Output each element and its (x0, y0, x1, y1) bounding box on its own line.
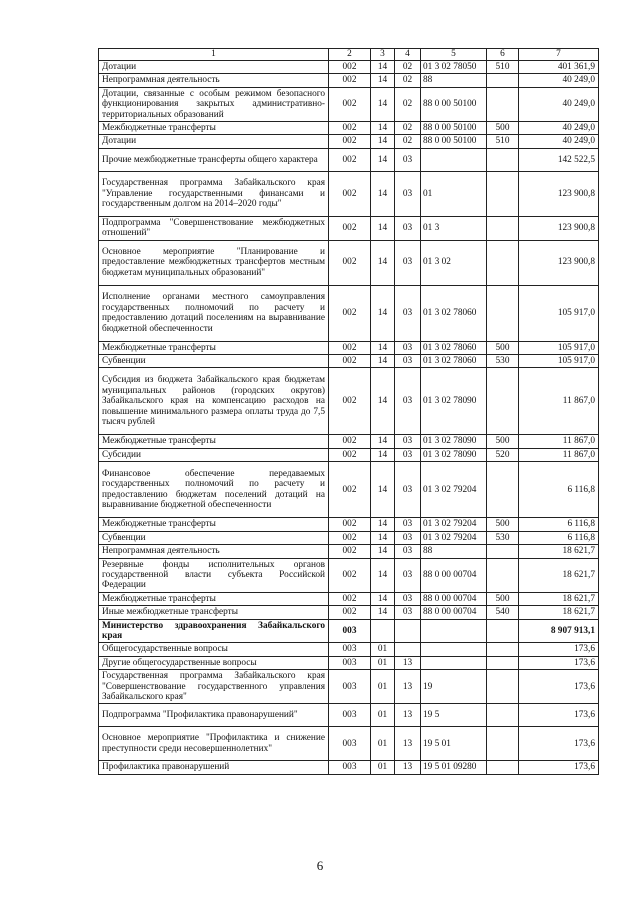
table-row (99, 643, 599, 656)
amount-cell: 18 621,7 (519, 558, 599, 592)
admin-code-cell: 002 (329, 216, 371, 240)
subsection-cell: 03 (395, 355, 421, 368)
table-row (99, 761, 599, 774)
row-name-cell: Дотации (99, 61, 329, 74)
subsection-cell: 02 (395, 87, 421, 121)
amount-cell: 105 917,0 (519, 355, 599, 368)
amount-cell: 18 621,7 (519, 545, 599, 558)
expense-type-cell (487, 148, 519, 171)
section-cell: 14 (371, 606, 395, 619)
table-row (99, 216, 599, 240)
subsection-cell: 03 (395, 606, 421, 619)
expense-type-cell (487, 216, 519, 240)
section-cell: 14 (371, 518, 395, 531)
row-name-cell: Непрограммная деятельность (99, 545, 329, 558)
target-article-cell: 01 3 02 78060 (421, 355, 487, 368)
section-cell: 01 (371, 704, 395, 727)
target-article-cell: 01 3 02 78090 (421, 368, 487, 435)
section-cell: 14 (371, 135, 395, 148)
row-name-cell: Прочие межбюджетные трансферты общего характера (99, 148, 329, 171)
section-cell: 01 (371, 670, 395, 704)
column-header: 7 (519, 49, 599, 61)
expense-type-cell (487, 670, 519, 704)
column-header: 1 (99, 49, 329, 61)
page-number: 6 (316, 858, 324, 873)
table-row (99, 545, 599, 558)
expense-type-cell: 540 (487, 606, 519, 619)
expense-type-cell (487, 462, 519, 518)
amount-cell: 11 867,0 (519, 368, 599, 435)
expense-type-cell (487, 368, 519, 435)
subsection-cell: 13 (395, 704, 421, 727)
subsection-cell: 02 (395, 135, 421, 148)
table-row (99, 656, 599, 669)
row-name-cell: Министерство здравоохранения Забайкальского края (99, 619, 329, 643)
subsection-cell: 02 (395, 74, 421, 87)
target-article-cell: 01 3 02 79204 (421, 462, 487, 518)
target-article-cell: 88 0 00 50100 (421, 122, 487, 135)
amount-cell: 6 116,8 (519, 462, 599, 518)
admin-code-cell: 002 (329, 135, 371, 148)
section-cell: 14 (371, 87, 395, 121)
row-name-cell: Непрограммная деятельность (99, 74, 329, 87)
table-row (99, 531, 599, 544)
row-name-cell: Субсидии (99, 448, 329, 461)
amount-cell: 40 249,0 (519, 135, 599, 148)
target-article-cell: 01 3 02 78090 (421, 448, 487, 461)
admin-code-cell: 002 (329, 122, 371, 135)
target-article-cell: 01 3 02 79204 (421, 531, 487, 544)
row-name-cell: Финансовое обеспечение передаваемых государственных полномочий по расчету и предоставлению бюджетам поселений дотаций на выравнивание бюджетной обеспеченности (99, 462, 329, 518)
admin-code-cell: 003 (329, 704, 371, 727)
target-article-cell (421, 643, 487, 656)
amount-cell: 173,6 (519, 704, 599, 727)
amount-cell: 11 867,0 (519, 435, 599, 448)
target-article-cell: 01 (421, 171, 487, 216)
row-name-cell: Исполнение органами местного самоуправления государственных полномочий по расчету и предоставлению дотаций поселениям на выравнивание бюджетной обеспеченности (99, 285, 329, 341)
table-row (99, 435, 599, 448)
target-article-cell: 19 (421, 670, 487, 704)
expense-type-cell: 510 (487, 135, 519, 148)
admin-code-cell: 002 (329, 462, 371, 518)
subsection-cell: 03 (395, 285, 421, 341)
amount-cell: 18 621,7 (519, 592, 599, 605)
amount-cell: 173,6 (519, 643, 599, 656)
subsection-cell: 03 (395, 368, 421, 435)
section-cell: 14 (371, 216, 395, 240)
row-name-cell: Дотации, связанные с особым режимом безопасного функционирования закрытых административно-территориальных образований (99, 87, 329, 121)
admin-code-cell: 002 (329, 592, 371, 605)
amount-cell: 40 249,0 (519, 87, 599, 121)
table-row (99, 240, 599, 285)
section-cell: 14 (371, 341, 395, 354)
target-article-cell: 01 3 02 78060 (421, 285, 487, 341)
target-article-cell: 88 0 00 50100 (421, 135, 487, 148)
table-row (99, 87, 599, 121)
expense-type-cell (487, 727, 519, 761)
section-cell: 14 (371, 122, 395, 135)
table-row (99, 448, 599, 461)
amount-cell: 105 917,0 (519, 341, 599, 354)
table-row (99, 122, 599, 135)
row-name-cell: Основное мероприятие "Профилактика и снижение преступности среди несовершеннолетних" (99, 727, 329, 761)
amount-cell: 105 917,0 (519, 285, 599, 341)
subsection-cell: 03 (395, 171, 421, 216)
target-article-cell: 88 (421, 74, 487, 87)
target-article-cell (421, 656, 487, 669)
table-row (99, 74, 599, 87)
expense-type-cell: 510 (487, 61, 519, 74)
table-row (99, 518, 599, 531)
subsection-cell (395, 619, 421, 643)
row-name-cell: Иные межбюджетные трансферты (99, 606, 329, 619)
target-article-cell (421, 619, 487, 643)
column-header: 2 (329, 49, 371, 61)
expense-type-cell (487, 171, 519, 216)
table-row (99, 462, 599, 518)
admin-code-cell: 002 (329, 148, 371, 171)
expense-type-cell: 500 (487, 592, 519, 605)
expense-type-cell (487, 656, 519, 669)
row-name-cell: Субвенции (99, 531, 329, 544)
table-row (99, 704, 599, 727)
amount-cell: 123 900,8 (519, 171, 599, 216)
subsection-cell (395, 643, 421, 656)
expense-type-cell: 530 (487, 531, 519, 544)
subsection-cell: 02 (395, 122, 421, 135)
expense-type-cell (487, 285, 519, 341)
table-row (99, 558, 599, 592)
row-name-cell: Межбюджетные трансферты (99, 435, 329, 448)
admin-code-cell: 003 (329, 643, 371, 656)
section-cell: 14 (371, 74, 395, 87)
amount-cell: 11 867,0 (519, 448, 599, 461)
expense-type-cell: 530 (487, 355, 519, 368)
row-name-cell: Дотации (99, 135, 329, 148)
subsection-cell: 03 (395, 545, 421, 558)
section-cell: 14 (371, 285, 395, 341)
amount-cell: 173,6 (519, 727, 599, 761)
row-name-cell: Межбюджетные трансферты (99, 518, 329, 531)
expense-type-cell (487, 643, 519, 656)
row-name-cell: Государственная программа Забайкальского края "Совершенствование государственного управления Забайкальского края" (99, 670, 329, 704)
amount-cell: 123 900,8 (519, 216, 599, 240)
section-cell (371, 619, 395, 643)
admin-code-cell: 002 (329, 448, 371, 461)
section-cell: 01 (371, 727, 395, 761)
section-cell: 14 (371, 435, 395, 448)
admin-code-cell: 002 (329, 518, 371, 531)
expense-type-cell: 500 (487, 435, 519, 448)
table-row (99, 135, 599, 148)
expense-type-cell (487, 704, 519, 727)
admin-code-cell: 002 (329, 368, 371, 435)
row-name-cell: Другие общегосударственные вопросы (99, 656, 329, 669)
subsection-cell: 13 (395, 670, 421, 704)
admin-code-cell: 003 (329, 656, 371, 669)
subsection-cell: 03 (395, 435, 421, 448)
row-name-cell: Профилактика правонарушений (99, 761, 329, 774)
target-article-cell: 01 3 (421, 216, 487, 240)
subsection-cell: 02 (395, 61, 421, 74)
section-cell: 14 (371, 368, 395, 435)
row-name-cell: Субсидия из бюджета Забайкальского края бюджетам муниципальных районов (городских округов) Забайкальского края на компенсацию расходов на повышение минимального размера оплаты труда до 7,5 тысяч рублей (99, 368, 329, 435)
table-row (99, 606, 599, 619)
section-cell: 14 (371, 171, 395, 216)
subsection-cell: 13 (395, 727, 421, 761)
table-row (99, 355, 599, 368)
subsection-cell: 13 (395, 656, 421, 669)
amount-cell: 40 249,0 (519, 74, 599, 87)
amount-cell: 8 907 913,1 (519, 619, 599, 643)
admin-code-cell: 003 (329, 761, 371, 774)
target-article-cell: 01 3 02 (421, 240, 487, 285)
expense-type-cell (487, 761, 519, 774)
table-row (99, 285, 599, 341)
amount-cell: 173,6 (519, 656, 599, 669)
expense-type-cell: 500 (487, 122, 519, 135)
subsection-cell: 03 (395, 531, 421, 544)
row-name-cell: Субвенции (99, 355, 329, 368)
target-article-cell (421, 148, 487, 171)
header-row (99, 49, 599, 61)
target-article-cell: 88 0 00 00704 (421, 606, 487, 619)
admin-code-cell: 002 (329, 171, 371, 216)
expense-type-cell: 500 (487, 341, 519, 354)
target-article-cell: 19 5 01 09280 (421, 761, 487, 774)
row-name-cell: Государственная программа Забайкальского края "Управление государственными финансами и государственным долгом на 2014–2020 годы" (99, 171, 329, 216)
table-row (99, 619, 599, 643)
section-cell: 14 (371, 545, 395, 558)
section-cell: 01 (371, 761, 395, 774)
target-article-cell: 19 5 (421, 704, 487, 727)
target-article-cell: 01 3 02 78090 (421, 435, 487, 448)
target-article-cell: 88 0 00 00704 (421, 592, 487, 605)
row-name-cell: Подпрограмма "Профилактика правонарушений" (99, 704, 329, 727)
admin-code-cell: 002 (329, 435, 371, 448)
admin-code-cell: 002 (329, 285, 371, 341)
amount-cell: 6 116,8 (519, 531, 599, 544)
admin-code-cell: 003 (329, 670, 371, 704)
expense-type-cell (487, 74, 519, 87)
amount-cell: 123 900,8 (519, 240, 599, 285)
row-name-cell: Основное мероприятие "Планирование и предоставление межбюджетных трансфертов местным бюджетам муниципальных образований" (99, 240, 329, 285)
subsection-cell: 03 (395, 341, 421, 354)
target-article-cell: 88 (421, 545, 487, 558)
table-row (99, 592, 599, 605)
row-name-cell: Межбюджетные трансферты (99, 122, 329, 135)
row-name-cell: Межбюджетные трансферты (99, 592, 329, 605)
subsection-cell: 03 (395, 462, 421, 518)
row-name-cell: Резервные фонды исполнительных органов государственной власти субъекта Российской Федерации (99, 558, 329, 592)
column-header: 6 (487, 49, 519, 61)
expense-type-cell (487, 545, 519, 558)
subsection-cell: 03 (395, 148, 421, 171)
section-cell: 14 (371, 531, 395, 544)
subsection-cell: 03 (395, 558, 421, 592)
target-article-cell: 01 3 02 78060 (421, 341, 487, 354)
expense-type-cell (487, 619, 519, 643)
admin-code-cell: 003 (329, 727, 371, 761)
table-row (99, 171, 599, 216)
amount-cell: 401 361,9 (519, 61, 599, 74)
section-cell: 14 (371, 240, 395, 285)
target-article-cell: 88 0 00 50100 (421, 87, 487, 121)
section-cell: 01 (371, 656, 395, 669)
section-cell: 14 (371, 61, 395, 74)
admin-code-cell: 002 (329, 558, 371, 592)
subsection-cell: 13 (395, 761, 421, 774)
amount-cell: 18 621,7 (519, 606, 599, 619)
section-cell: 14 (371, 448, 395, 461)
admin-code-cell: 002 (329, 355, 371, 368)
target-article-cell: 01 3 02 78050 (421, 61, 487, 74)
admin-code-cell: 002 (329, 545, 371, 558)
table-row (99, 727, 599, 761)
section-cell: 14 (371, 148, 395, 171)
admin-code-cell: 002 (329, 531, 371, 544)
table-body (99, 61, 599, 775)
column-header: 3 (371, 49, 395, 61)
amount-cell: 173,6 (519, 761, 599, 774)
expense-type-cell (487, 87, 519, 121)
admin-code-cell: 002 (329, 87, 371, 121)
amount-cell: 173,6 (519, 670, 599, 704)
admin-code-cell: 002 (329, 341, 371, 354)
section-cell: 14 (371, 355, 395, 368)
table-row (99, 148, 599, 171)
column-header: 4 (395, 49, 421, 61)
amount-cell: 142 522,5 (519, 148, 599, 171)
subsection-cell: 03 (395, 518, 421, 531)
admin-code-cell: 002 (329, 240, 371, 285)
row-name-cell: Общегосударственные вопросы (99, 643, 329, 656)
subsection-cell: 03 (395, 216, 421, 240)
admin-code-cell: 003 (329, 619, 371, 643)
admin-code-cell: 002 (329, 61, 371, 74)
section-cell: 01 (371, 643, 395, 656)
column-header: 5 (421, 49, 487, 61)
admin-code-cell: 002 (329, 74, 371, 87)
expense-type-cell: 520 (487, 448, 519, 461)
row-name-cell: Подпрограмма "Совершенствование межбюджетных отношений" (99, 216, 329, 240)
subsection-cell: 03 (395, 240, 421, 285)
table-row (99, 341, 599, 354)
table-row (99, 670, 599, 704)
target-article-cell: 19 5 01 (421, 727, 487, 761)
budget-table (98, 48, 599, 775)
target-article-cell: 01 3 02 79204 (421, 518, 487, 531)
amount-cell: 40 249,0 (519, 122, 599, 135)
admin-code-cell: 002 (329, 606, 371, 619)
target-article-cell: 88 0 00 00704 (421, 558, 487, 592)
section-cell: 14 (371, 558, 395, 592)
section-cell: 14 (371, 592, 395, 605)
expense-type-cell (487, 240, 519, 285)
subsection-cell: 03 (395, 448, 421, 461)
table-row (99, 61, 599, 74)
expense-type-cell (487, 558, 519, 592)
table-row (99, 368, 599, 435)
amount-cell: 6 116,8 (519, 518, 599, 531)
row-name-cell: Межбюджетные трансферты (99, 341, 329, 354)
section-cell: 14 (371, 462, 395, 518)
subsection-cell: 03 (395, 592, 421, 605)
expense-type-cell: 500 (487, 518, 519, 531)
